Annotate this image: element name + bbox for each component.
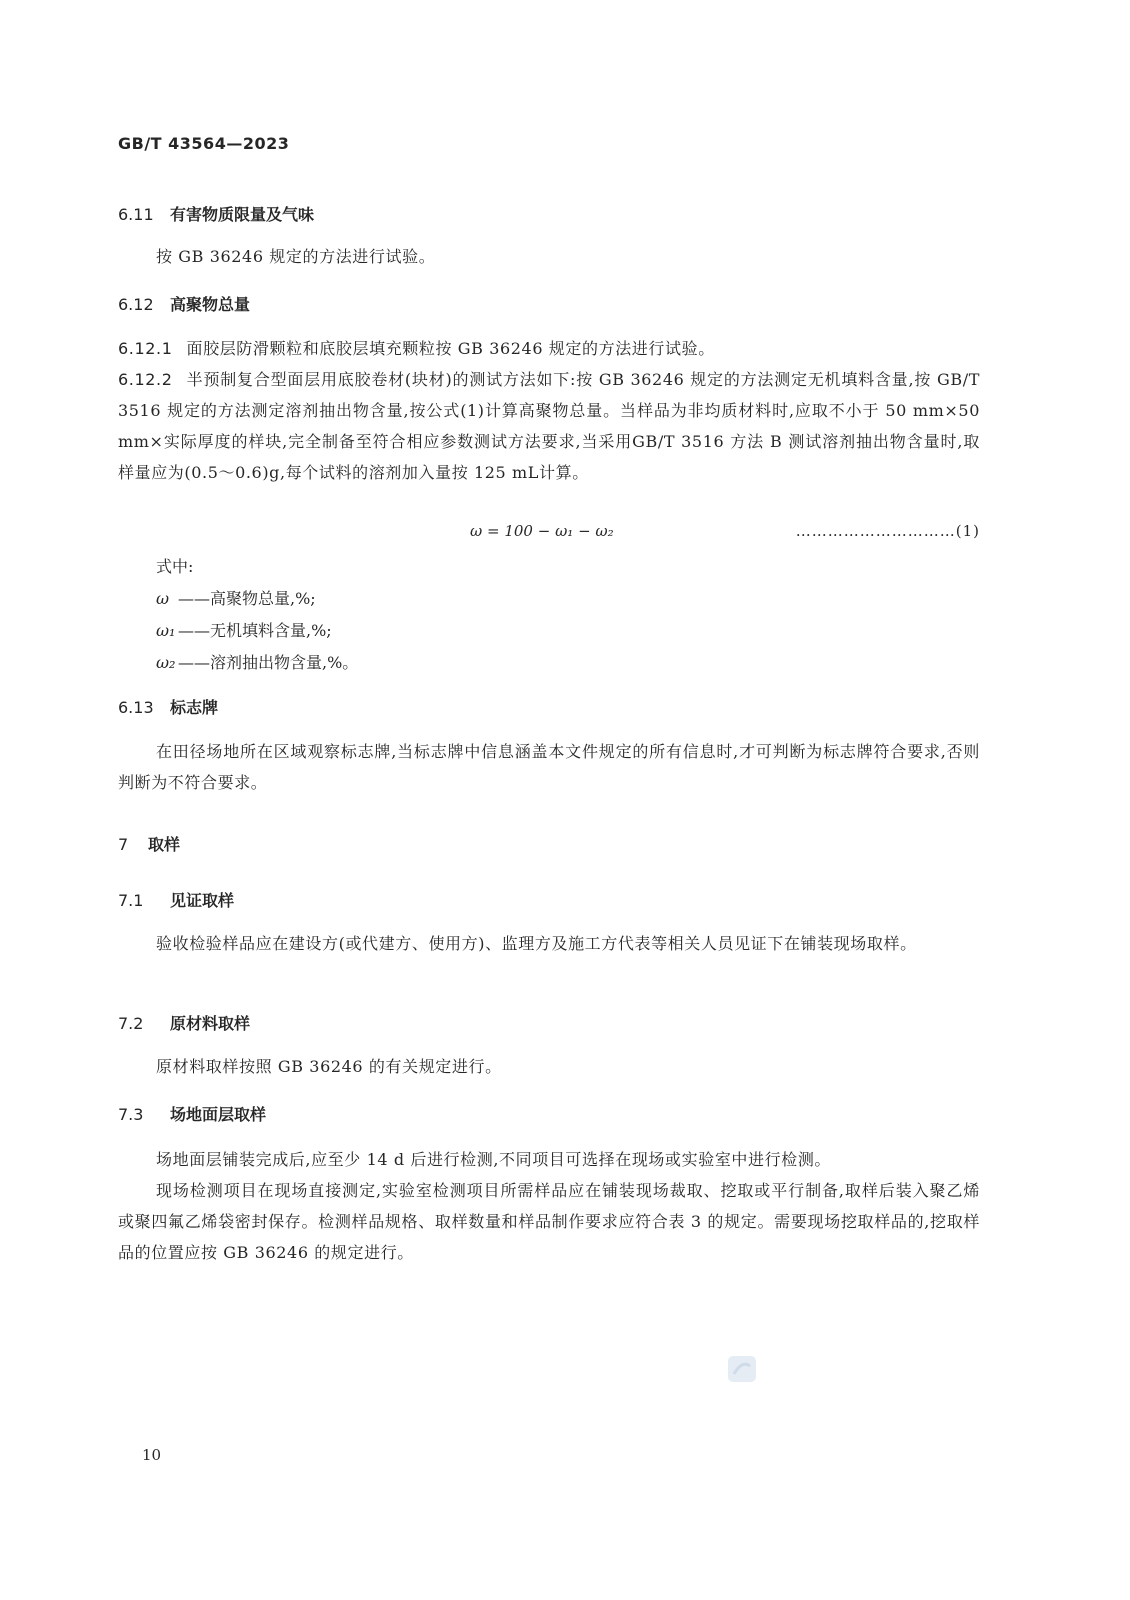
section-7-1-text: 验收检验样品应在建设方(或代建方、使用方)、监理方及施工方代表等相关人员见证下在铺装现场取样。: [156, 934, 917, 953]
variable-symbol: ω₂: [156, 653, 176, 672]
section-7-heading: [118, 832, 180, 855]
section-6-12-heading: [118, 292, 250, 315]
section-title: 取样: [148, 835, 181, 854]
variable-symbol: ω₁: [156, 621, 176, 640]
clause-text: 半预制复合型面层用底胶卷材(块材)的测试方法如下:按 GB 36246 规定的方法测定无机填料含量,按 GB/T 3516 规定的方法测定溶剂抽出物含量,按公式(1)计算高聚物总量。当样品为非均质材料时,应取不小于 50 mm×50 mm×实际厚度的样块,完全制备至符合相应参数测试方法要求,当采用GB/T 3516 方法 B 测试溶剂抽出物含量时,取样量应为(0.5～0.6)g,每个试料的溶剂加入量按 125 mL计算。: [118, 370, 980, 482]
where-item: [156, 650, 358, 673]
section-number: 7.1: [118, 891, 144, 910]
section-title: 有害物质限量及气味: [170, 205, 315, 224]
section-7-1-heading: [118, 888, 234, 911]
section-number: 6.13: [118, 698, 154, 717]
page-number: 10: [142, 1446, 162, 1464]
variable-description: ——溶剂抽出物含量,%。: [178, 653, 359, 672]
section-number: 7.3: [118, 1105, 144, 1124]
section-number: 6.12: [118, 295, 154, 314]
formula-1: ω = 100 − ω₁ − ω₂: [470, 522, 614, 540]
where-item: [156, 618, 332, 641]
section-6-12-1-paragraph: [118, 333, 980, 364]
section-6-13-heading: [118, 695, 218, 718]
section-6-13-text: 在田径场地所在区域观察标志牌,当标志牌中信息涵盖本文件规定的所有信息时,才可判断为标志牌符合要求,否则判断为不符合要求。: [118, 742, 980, 792]
section-7-3-text-1: 场地面层铺装完成后,应至少 14 d 后进行检测,不同项目可选择在现场或实验室中进行检测。: [156, 1150, 832, 1169]
section-title: 见证取样: [170, 891, 235, 910]
section-7-3-heading: [118, 1102, 266, 1125]
variable-symbol: ω: [156, 589, 170, 608]
section-number: 7.2: [118, 1014, 144, 1033]
variable-description: ——无机填料含量,%;: [178, 621, 332, 640]
variable-description: ——高聚物总量,%;: [178, 589, 316, 608]
sac-logo: [728, 1356, 756, 1382]
section-number: 7: [118, 835, 129, 854]
section-number: 6.11: [118, 205, 154, 224]
section-7-2-text: 原材料取样按照 GB 36246 的有关规定进行。: [156, 1057, 502, 1076]
where-item: [156, 586, 316, 609]
section-title: 场地面层取样: [170, 1105, 267, 1124]
clause-number: 6.12.1: [118, 339, 173, 358]
section-6-12-2-paragraph: [118, 364, 980, 488]
section-title: 高聚物总量: [170, 295, 251, 314]
clause-text: 面胶层防滑颗粒和底胶层填充颗粒按 GB 36246 规定的方法进行试验。: [186, 339, 715, 358]
clause-number: 6.12.2: [118, 370, 173, 389]
formula-number: …………………………(1): [795, 522, 980, 540]
sac-logo-icon: [728, 1356, 756, 1382]
section-6-11-heading: [118, 202, 314, 225]
document-code: GB/T 43564—2023: [118, 134, 290, 153]
section-7-3-text-2: 现场检测项目在现场直接测定,实验室检测项目所需样品应在铺装现场裁取、挖取或平行制备,取样后装入聚乙烯或聚四氟乙烯袋密封保存。检测样品规格、取样数量和样品制作要求应符合表 3 的规定。需要现场挖取样品的,挖取样品的位置应按 GB 36246 的规定进行。: [118, 1181, 980, 1262]
section-title: 标志牌: [170, 698, 219, 717]
section-title: 原材料取样: [170, 1014, 251, 1033]
section-7-2-heading: [118, 1011, 250, 1034]
where-label: 式中:: [156, 557, 194, 576]
section-6-11-text: 按 GB 36246 规定的方法进行试验。: [156, 247, 436, 266]
